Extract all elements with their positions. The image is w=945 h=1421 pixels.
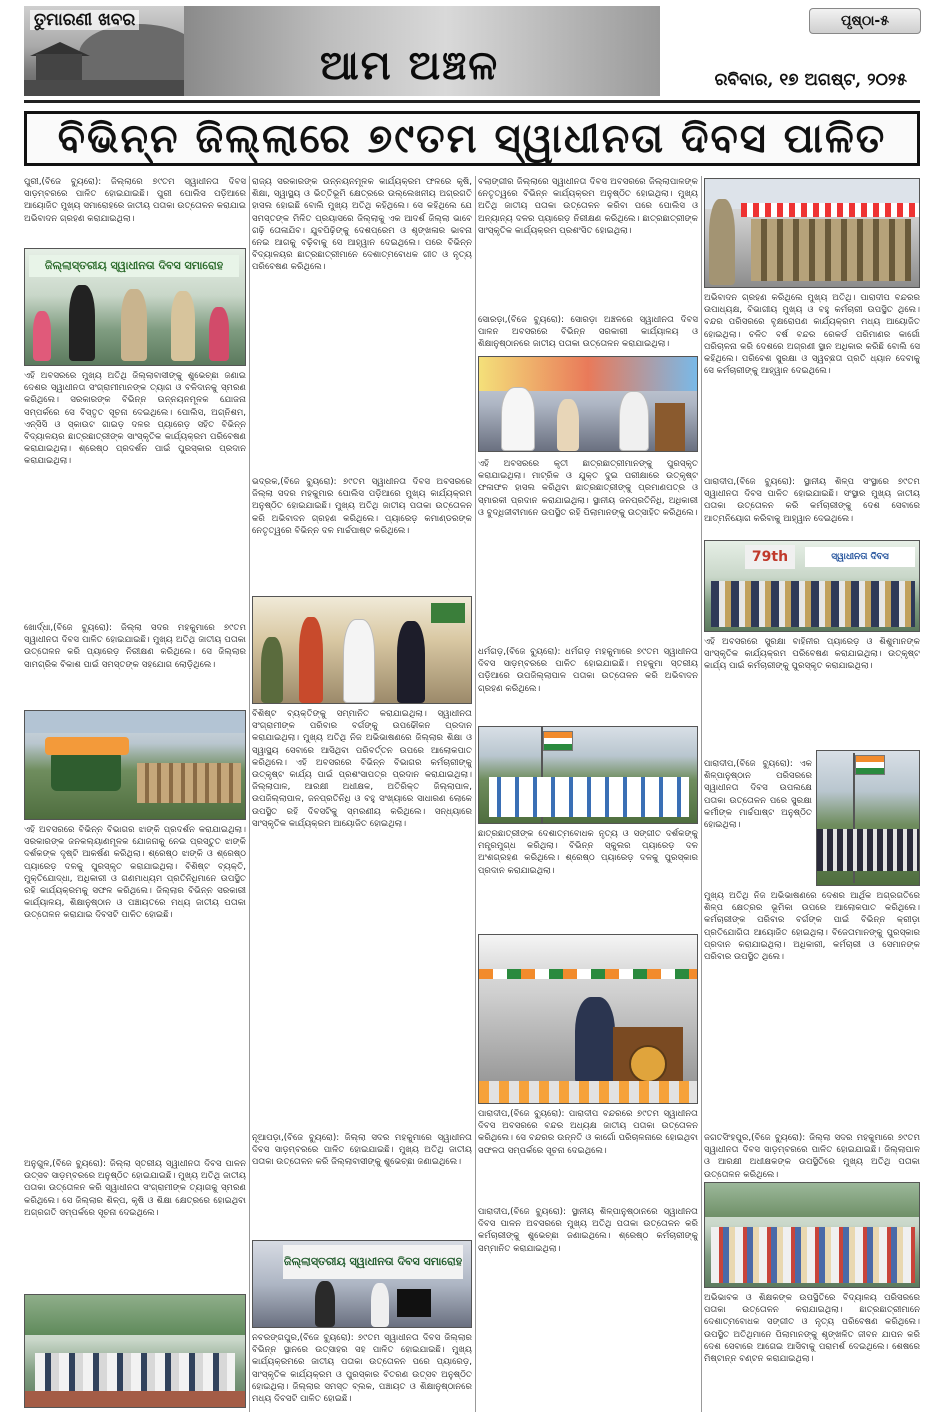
masthead [0, 0, 945, 108]
national-flag-icon [543, 731, 573, 751]
marching-contingent [751, 219, 911, 281]
podium [655, 403, 685, 451]
article-angul: ଅନୁଗୁଳ,(ବିଜେ ବ୍ୟୁରୋ): ଜିଲ୍ଲା ସ୍ତରୀୟ ସ୍ୱାଧୀନତା ଦିବସ ପାଳନ ଉତ୍ସବ ସାଡ଼ମ୍ବରରେ ଅନୁଷ୍ଠିତ ହୋଇଯାଇଛି। ମୁଖ୍ୟ ଅତିଥି ଜାତୀୟ ପତାକା ଉତ୍ତୋଳନ କରି ସ୍ୱାଧୀନତା ସଂଗ୍ରାମୀଙ୍କ ତ୍ୟାଗକୁ ସ୍ମରଣ କରିଥିଲେ। ସେ ଜିଲ୍ଲାର ଶିଳ୍ପ, କୃଷି ଓ ଶିକ୍ଷା କ୍ଷେତ୍ରରେ ହୋଇଥିବା ଅଗ୍ରଗତି ସମ୍ପର୍କରେ ସୂଚନା ଦେଇଥିଲେ। [24, 1159, 246, 1218]
page-number-badge: ପୃଷ୍ଠା-୫ [809, 8, 921, 34]
students-and-teachers [711, 1227, 915, 1283]
column-divider [701, 176, 702, 1412]
article-jagatsinghpur-body: ଅଭିଭାବକ ଓ ଶିକ୍ଷକଙ୍କ ଉପସ୍ଥିତିରେ ବିଦ୍ୟାଳୟ ପରିସରରେ ପତାକା ଉତ୍ତୋଳନ କରାଯାଇଥିଲା। ଛାତ୍ରଛାତ୍ରୀମାନେ ଦେଶାତ୍ମବୋଧକ ସଙ୍ଗୀତ ଓ ନୃତ୍ୟ ପରିବେଷଣ କରିଥିଲେ। ଉପସ୍ଥିତ ଅତିଥିମାନେ ପିଲାମାନଙ୍କୁ ଶୃଙ୍ଖଳିତ ଜୀବନ ଯାପନ କରି ଦେଶ ସେବାରେ ଆଗେଇ ଆସିବାକୁ ପରାମର୍ଶ ଦେଇଥିଲେ। ଶେଷରେ ମିଷ୍ଟାନ୍ନ ବଣ୍ଟନ କରାଯାଇଥିଲା। [704, 1293, 920, 1365]
masthead-divider [24, 100, 920, 103]
photo-banner: ଜିଲ୍ଲାସ୍ତରୀୟ ସ୍ୱାଧୀନତା ଦିବସ ସମାରୋହ [29, 255, 239, 277]
article-paradip-3-body: ମୁଖ୍ୟ ଅତିଥି ନିଜ ଅଭିଭାଷଣରେ ଦେଶର ଆର୍ଥିକ ଅଗ୍ରଗତିରେ ଶିଳ୍ପ କ୍ଷେତ୍ରର ଭୂମିକା ଉପରେ ଆଲୋକପାତ କରିଥିଲେ। କର୍ମଚାରୀଙ୍କ ପରିବାର ବର୍ଗଙ୍କ ପାଇଁ ବିଭିନ୍ନ କ୍ରୀଡ଼ା ପ୍ରତିଯୋଗିତା ଆୟୋଜିତ ହୋଇଥିଲା। ବିଜେତାମାନଙ୍କୁ ପୁରସ୍କାର ପ୍ରଦାନ କରାଯାଇଥିଲା। ଅଧିକାରୀ, କର୍ମଚାରୀ ଓ ସେମାନଙ୍କ ପରିବାର ଉପସ୍ଥିତ ଥିଲେ। [704, 891, 920, 963]
article-paradip-3: ପାରାଦୀପ,(ବିଜେ ବ୍ୟୁରୋ): ଏକ ଶିଳ୍ପାନୁଷ୍ଠାନ ପରିସରରେ ସ୍ୱାଧୀନତା ଦିବସ ଉପଲକ୍ଷେ ପତାକା ଉତ୍ତୋଳନ ପରେ ସୁରକ୍ଷା କର୍ମୀଙ୍କ ମାର୍ଚ୍ଚପାଷ୍ଟ ଅନୁଷ୍ଠିତ ହୋଇଥିଲା। [704, 759, 812, 831]
headline-box [24, 111, 920, 166]
sky [25, 711, 245, 733]
issue-date: ରବିବାର, ୧୭ ଅଗଷ୍ଟ, ୨୦୨୫ [714, 70, 907, 90]
canopy [479, 935, 697, 969]
angul-gathering-photo [24, 1294, 246, 1408]
paradip-march-photo [704, 178, 920, 288]
sorada-award-photo [478, 356, 698, 452]
article-bhadrak-body: ବିଶିଷ୍ଟ ବ୍ୟକ୍ତିଙ୍କୁ ସମ୍ମାନିତ କରାଯାଇଥିଲା। ସ୍ୱାଧୀନତା ସଂଗ୍ରାମୀଙ୍କ ପରିବାର ବର୍ଗଙ୍କୁ ଉପଢୌକନ ପ୍ରଦାନ କରାଯାଇଥିଲା। ମୁଖ୍ୟ ଅତିଥି ନିଜ ଅଭିଭାଷଣରେ ଜିଲ୍ଲାର ଶିକ୍ଷା ଓ ସ୍ୱାସ୍ଥ୍ୟ ସେବାରେ ଆସିଥିବା ପରିବର୍ତ୍ତନ ଉପରେ ଆଲୋକପାତ କରିଥିଲେ। ଏହି ଅବସରରେ ବିଭିନ୍ନ ବିଭାଗର କର୍ମଚାରୀଙ୍କୁ ଉତ୍କୃଷ୍ଟ କାର୍ଯ୍ୟ ପାଇଁ ପ୍ରଶଂସାପତ୍ର ପ୍ରଦାନ କରାଯାଇଥିଲା। ଜିଲ୍ଲାପାଳ, ଆରକ୍ଷୀ ଅଧୀକ୍ଷକ, ଅତିରିକ୍ତ ଜିଲ୍ଲାପାଳ, ଉପଜିଲ୍ଲାପାଳ, ଜନପ୍ରତିନିଧି ଓ ବହୁ ସଂଖ୍ୟାରେ ସାଧାରଣ ଲୋକେ ଉପସ୍ଥିତ ରହି ଦିବସଟିକୁ ସ୍ମରଣୀୟ କରିଥିଲେ। ସନ୍ଧ୍ୟାରେ ସାଂସ୍କୃତିକ କାର୍ଯ୍ୟକ୍ରମ ଆୟୋଜିତ ହୋଇଥିଲା। [252, 709, 472, 829]
parade-contingent [137, 763, 241, 803]
khordha-parade-photo [24, 710, 246, 820]
event-banner: ସ୍ୱାଧୀନତା ଦିବସ [805, 547, 915, 567]
person [315, 1281, 335, 1327]
section-title: ଆମ ଅଞ୍ଚଳ [320, 42, 500, 89]
chief-guest [343, 619, 375, 703]
decorated-jeep [51, 751, 121, 791]
article-puri-intro: ପୁରୀ,(ବିଜେ ବ୍ୟୁରୋ): ଜିଲ୍ଲାରେ ୭୯ତମ ସ୍ୱାଧୀନତା ଦିବସ ସାଡ଼ମ୍ବରରେ ପାଳିତ ହୋଇଯାଇଛି। ପୁରୀ ପୋଲିସ ପଡ଼ିଆରେ ଆୟୋଜିତ ମୁଖ୍ୟ ସମାରୋହରେ ଜାତୀୟ ପତାକା ଉତ୍ତୋଳନ କରାଯାଇ ଅଭିବାଦନ ଗ୍ରହଣ କରାଯାଇଥିଲା। [24, 177, 246, 224]
trees [705, 1183, 919, 1217]
article-jagatsinghpur: ଜଗତସିଂହପୁର,(ବିଜେ ବ୍ୟୁରୋ): ଜିଲ୍ଲା ସଦର ମହକୁମାରେ ୭୯ତମ ସ୍ୱାଧୀନତା ଦିବସ ସାଡ଼ମ୍ବରରେ ପାଳିତ ହୋଇଯାଇଛି। ଜିଲ୍ଲାପାଳ ଓ ଆରକ୍ଷୀ ଅଧୀକ୍ଷକଙ୍କ ଉପସ୍ଥିତିରେ ମୁଖ୍ୟ ଅତିଥି ପତାକା ଉତ୍ତୋଳନ କରିଥିଲେ। [704, 1133, 920, 1180]
anniversary-banner: 79th [745, 545, 795, 569]
puri-ceremony-photo [24, 248, 246, 366]
article-sorada-body: ଏହି ଅବସରରେ କୃତୀ ଛାତ୍ରଛାତ୍ରୀମାନଙ୍କୁ ପୁରସ୍କୃତ କରାଯାଇଥିଲା। ମାଟ୍ରିକ ଓ ଯୁକ୍ତ ଦୁଇ ପରୀକ୍ଷାରେ ଉତ୍କୃଷ୍ଟ ଫଳାଫଳ ହାସଲ କରିଥିବା ଛାତ୍ରଛାତ୍ରୀଙ୍କୁ ପ୍ରମାଣପତ୍ର ଓ ସ୍ମାରକୀ ପ୍ରଦାନ କରାଯାଇଥିଲା। ସ୍ଥାନୀୟ ଜନପ୍ରତିନିଧି, ଅଧିକାରୀ ଓ ବୁଦ୍ଧିଜୀବୀମାନେ ଉପସ୍ଥିତ ରହି ପିଲାମାନଙ୍କୁ ଉତ୍ସାହିତ କରିଥିଲେ। [478, 459, 698, 518]
stage-backdrop: ଜିଲ୍ଲାସ୍ତରୀୟ ସ୍ୱାଧୀନତା ଦିବସ ସମାରୋହ [283, 1245, 463, 1279]
article-dharmagarh-body: ଛାତ୍ରଛାତ୍ରୀଙ୍କ ଦେଶାତ୍ମବୋଧକ ନୃତ୍ୟ ଓ ସଙ୍ଗୀତ ଦର୍ଶକଙ୍କୁ ମନ୍ତ୍ରମୁଗ୍ଧ କରିଥିଲା। ବିଭିନ୍ନ ସ୍କୁଲର ପ୍ୟାରେଡ଼ ଦଳ ଅଂଶଗ୍ରହଣ କରିଥିଲେ। ଶ୍ରେଷ୍ଠ ପ୍ୟାରେଡ଼ ଦଳକୁ ପୁରସ୍କାର ପ୍ରଦାନ କରାଯାଇଥିଲା। [478, 829, 698, 876]
person [171, 291, 195, 361]
flowers [209, 307, 229, 361]
police-officer [261, 637, 283, 703]
security-personnel [817, 829, 919, 871]
student-contingent [489, 777, 689, 817]
officials-group [35, 1353, 235, 1393]
official [619, 391, 649, 451]
article-nuapada: ନୂଆପଡ଼ା,(ବିଜେ ବ୍ୟୁରୋ): ଜିଲ୍ଲା ସଦର ମହକୁମାରେ ସ୍ୱାଧୀନତା ଦିବସ ସାଡ଼ମ୍ବରରେ ପାଳିତ ହୋଇଯାଇଛି। ମୁଖ୍ୟ ଅତିଥି ଜାତୀୟ ପତାକା ଉତ୍ତୋଳନ କରି ଜିଲ୍ଲାବାସୀଙ୍କୁ ଶୁଭେଚ୍ଛା ଜଣାଇଥିଲେ। [252, 1133, 472, 1168]
newspaper-name: ତୁମାରଣୀ ଖବର [30, 10, 139, 30]
article-sorada: ସୋରଡ଼ା,(ବିଜେ ବ୍ୟୁରୋ): ସୋରଡ଼ା ଅଞ୍ଚଳରେ ସ୍ୱାଧୀନତା ଦିବସ ପାଳନ ଅବସରରେ ବିଭିନ୍ନ ସରକାରୀ କାର୍ଯ୍ୟାଳୟ ଓ ଶିକ୍ଷାନୁଷ୍ଠାନରେ ଜାତୀୟ ପତାକା ଉତ୍ତୋଳନ କରାଯାଇଥିଲା। [478, 315, 698, 350]
article-puri-body: ଏହି ଅବସରରେ ମୁଖ୍ୟ ଅତିଥି ଜିଲ୍ଲାବାସୀଙ୍କୁ ଶୁଭେଚ୍ଛା ଜଣାଇ ଦେଶର ସ୍ୱାଧୀନତା ସଂଗ୍ରାମୀମାନଙ୍କ ତ୍ୟାଗ ଓ ବଳିଦାନକୁ ସ୍ମରଣ କରିଥିଲେ। ସରକାରଙ୍କ ବିଭିନ୍ନ ଉନ୍ନୟନମୂଳକ ଯୋଜନା ସମ୍ପର୍କରେ ସେ ବିସ୍ତୃତ ସୂଚନା ଦେଇଥିଲେ। ପୋଲିସ, ଅଗ୍ନିଶମ, ଏନ୍‌ସିସି ଓ ସ୍କାଉଟ ଗାଇଡ଼ ଦଳର ପ୍ୟାରେଡ଼ ସହିତ ବିଭିନ୍ନ ବିଦ୍ୟାଳୟର ଛାତ୍ରଛାତ୍ରୀଙ୍କ ସାଂସ୍କୃତିକ କାର୍ଯ୍ୟକ୍ରମ ପରିବେଷଣ କରାଯାଇଥିଲା। ଶ୍ରେଷ୍ଠ ପ୍ରଦର୍ଶନ ପାଇଁ ପୁରସ୍କାର ପ୍ରଦାନ କରାଯାଇଥିଲା। [24, 371, 246, 467]
official [397, 621, 425, 703]
person [121, 289, 147, 361]
article-khordha: ଖୋର୍ଦ୍ଧା,(ବିଜେ ବ୍ୟୁରୋ): ଜିଲ୍ଲା ସଦର ମହକୁମାରେ ୭୯ତମ ସ୍ୱାଧୀନତା ଦିବସ ପାଳିତ ହୋଇଯାଇଛି। ମୁଖ୍ୟ ଅତିଥି ଜାତୀୟ ପତାକା ଉତ୍ତୋଳନ କରି ପ୍ୟାରେଡ଼ ନିରୀକ୍ଷଣ କରିଥିଲେ। ସେ ଜିଲ୍ଲାର ସାମଗ୍ରିକ ବିକାଶ ପାଇଁ ସମସ୍ତଙ୍କ ସହଯୋଗ ଲୋଡ଼ିଥିଲେ। [24, 623, 246, 670]
person [69, 285, 95, 361]
group-of-officials [711, 581, 915, 627]
page-headline: ବିଭିନ୍ନ ଜିଲ୍ଲାରେ ୭୯ତମ ସ୍ୱାଧୀନତା ଦିବସ ପାଳିତ [57, 115, 887, 162]
student [557, 399, 579, 451]
article-balangir: ବଲାଙ୍ଗୀର ଜିଲ୍ଲାରେ ସ୍ୱାଧୀନତା ଦିବସ ଅବସରରେ ଜିଲ୍ଲାପାଳଙ୍କ ନେତୃତ୍ୱରେ ବିଭିନ୍ନ କାର୍ଯ୍ୟକ୍ରମ ଅନୁଷ୍ଠିତ ହୋଇଥିଲା। ମୁଖ୍ୟ ଅତିଥି ଜାତୀୟ ପତାକା ଉତ୍ତୋଳନ କରିବା ପରେ ପୋଲିସ ଓ ଅନ୍ୟାନ୍ୟ ଦଳର ପ୍ୟାରେଡ଼ ନିରୀକ୍ଷଣ କରିଥିଲେ। ଛାତ୍ରଛାତ୍ରୀଙ୍କ ସାଂସ୍କୃତିକ କାର୍ଯ୍ୟକ୍ରମ ପ୍ରଶଂସିତ ହୋଇଥିଲା। [478, 177, 698, 236]
column-divider [249, 176, 250, 1412]
bhadrak-felicitation-photo [252, 596, 472, 704]
banner-strip [431, 603, 465, 623]
article-paradip-port: ପାରାଦୀପ,(ବିଜେ ବ୍ୟୁରୋ): ପାରାଦୀପ ବନ୍ଦରରେ ୭୯ତମ ସ୍ୱାଧୀନତା ଦିବସ ଅବସରରେ ବନ୍ଦର ଅଧ୍ୟକ୍ଷ ଜାତୀୟ ପତାକା ଉତ୍ତୋଳନ କରିଥିଲେ। ସେ ବନ୍ଦରର ଉନ୍ନତି ଓ କାର୍ଗୋ ପରିଚାଳନାରେ ହୋଇଥିବା ସଫଳତା ସମ୍ପର୍କରେ ସୂଚନା ଦେଇଥିଲେ। [478, 1109, 698, 1156]
article-continued: ରାଜ୍ୟ ସରକାରଙ୍କ ଉନ୍ନୟନମୂଳକ କାର୍ଯ୍ୟକ୍ରମ ଫଳରେ କୃଷି, ଶିକ୍ଷା, ସ୍ୱାସ୍ଥ୍ୟ ଓ ଭିତ୍ତିଭୂମି କ୍ଷେତ୍ରରେ ଉଲ୍ଲେଖନୀୟ ଅଗ୍ରଗତି ହାସଲ ହୋଇଛି ବୋଲି ମୁଖ୍ୟ ଅତିଥି କହିଥିଲେ। ସେ କହିଥିଲେ ଯେ ସମସ୍ତଙ୍କ ମିଳିତ ପ୍ରୟାସରେ ଜିଲ୍ଲାକୁ ଏକ ଆଦର୍ଶ ଜିଲ୍ଲା ଭାବେ ଗଢ଼ି ତୋଳାଯିବ। ଯୁବପିଢ଼ିଙ୍କୁ ଦେଶପ୍ରେମ ଓ ଶୃଙ୍ଖଳାର ଭାବନା ନେଇ ଆଗକୁ ବଢ଼ିବାକୁ ସେ ଆହ୍ୱାନ ଦେଇଥିଲେ। ପରେ ବିଭିନ୍ନ ବିଦ୍ୟାଳୟର ଛାତ୍ରଛାତ୍ରୀମାନେ ଦେଶାତ୍ମବୋଧକ ଗୀତ ଓ ନୃତ୍ୟ ପରିବେଷଣ କରିଥିଲେ। [252, 177, 472, 273]
flower-pots [479, 1081, 697, 1103]
article-nabarangpur: ନବରଙ୍ଗପୁର,(ବିଜେ ବ୍ୟୁରୋ): ୭୯ତମ ସ୍ୱାଧୀନତା ଦିବସ ଜିଲ୍ଲାର ବିଭିନ୍ନ ସ୍ଥାନରେ ଉତ୍ସାହର ସହ ପାଳିତ ହୋଇଯାଇଛି। ମୁଖ୍ୟ କାର୍ଯ୍ୟକ୍ରମରେ ଜାତୀୟ ପତାକା ଉତ୍ତୋଳନ ପରେ ପ୍ୟାରେଡ଼, ସାଂସ୍କୃତିକ କାର୍ଯ୍ୟକ୍ରମ ଓ ପୁରସ୍କାର ବିତରଣ ଉତ୍ସବ ଅନୁଷ୍ଠିତ ହୋଇଥିଲା। ଜିଲ୍ଲାର ସମସ୍ତ ବ୍ଲକ, ପଞ୍ଚାୟତ ଓ ଶିକ୍ଷାନୁଷ୍ଠାନରେ ମଧ୍ୟ ଦିବସଟି ପାଳିତ ହୋଇଛି। [252, 1333, 472, 1405]
article-dharmagarh: ଧର୍ମଗଡ଼,(ବିଜେ ବ୍ୟୁରୋ): ଧର୍ମଗଡ଼ ମହକୁମାରେ ୭୯ତମ ସ୍ୱାଧୀନତା ଦିବସ ସାଡ଼ମ୍ବରରେ ପାଳିତ ହୋଇଯାଇଛି। ମହକୁମା ସ୍ତରୀୟ ପଡ଼ିଆରେ ଉପଜିଲ୍ଲାପାଳ ପତାକା ଉତ୍ତୋଳନ କରି ଅଭିବାଦନ ଗ୍ରହଣ କରିଥିଲେ। [478, 647, 698, 694]
marigold-garland [45, 737, 129, 755]
canopy-strip [741, 203, 920, 217]
dharmagarh-parade-photo [478, 726, 698, 824]
article-khordha-body: ଏହି ଅବସରରେ ବିଭିନ୍ନ ବିଭାଗର ଝାଙ୍କି ପ୍ରଦର୍ଶନ କରାଯାଇଥିଲା। ସରକାରଙ୍କ ଜନକଲ୍ୟାଣମୂଳକ ଯୋଜନାକୁ ନେଇ ପ୍ରସ୍ତୁତ ଝାଙ୍କି ଦର୍ଶକଙ୍କ ଦୃଷ୍ଟି ଆକର୍ଷଣ କରିଥିଲା। ଶ୍ରେଷ୍ଠ ଝାଙ୍କି ଓ ଶ୍ରେଷ୍ଠ ପ୍ୟାରେଡ଼ ଦଳକୁ ପୁରସ୍କୃତ କରାଯାଇଥିଲା। ବିଶିଷ୍ଟ ବ୍ୟକ୍ତି, ମୁକ୍ତିଯୋଦ୍ଧା, ଅଧିକାରୀ ଓ ଗଣମାଧ୍ୟମ ପ୍ରତିନିଧିମାନେ ଉପସ୍ଥିତ ରହି କାର୍ଯ୍ୟକ୍ରମକୁ ସଫଳ କରିଥିଲେ। ଜିଲ୍ଲାର ବିଭିନ୍ନ ସରକାରୀ କାର୍ଯ୍ୟାଳୟ, ଶିକ୍ଷାନୁଷ୍ଠାନ ଓ ପଞ୍ଚାୟତରେ ମଧ୍ୟ ଜାତୀୟ ପତାକା ଉତ୍ତୋଳନ କରାଯାଇ ଦିବସଟି ପାଳିତ ହୋଇଛି। [24, 825, 246, 921]
paradip-speech-photo [478, 934, 698, 1104]
red-carpet [25, 1391, 245, 1407]
article-paradip-port-body: ଅଭିବାଦନ ଗ୍ରହଣ କରିଥିଲେ ମୁଖ୍ୟ ଅତିଥି। ପାରାଦୀପ ବନ୍ଦରର ଉପାଧ୍ୟକ୍ଷ, ବିଭାଗୀୟ ମୁଖ୍ୟ ଓ ବହୁ କର୍ମଚାରୀ ଉପସ୍ଥିତ ଥିଲେ। ବନ୍ଦର ପରିସରରେ ବୃକ୍ଷରୋପଣ କାର୍ଯ୍ୟକ୍ରମ ମଧ୍ୟ ଆୟୋଜିତ ହୋଇଥିଲା। ଚଳିତ ବର୍ଷ ବନ୍ଦର ରେକର୍ଡ ପରିମାଣର କାର୍ଗୋ ପରିଚାଳନା କରି ଦେଶରେ ଅଗ୍ରଣୀ ସ୍ଥାନ ଅଧିକାର କରିଛି ବୋଲି ସେ କହିଥିଲେ। ପରିବେଶ ସୁରକ୍ଷା ଓ ସ୍ୱଚ୍ଛତା ପ୍ରତି ଧ୍ୟାନ ଦେବାକୁ ସେ କର୍ମଚାରୀଙ୍କୁ ଆହ୍ୱାନ ଦେଇଥିଲେ। [704, 293, 920, 377]
paradip-group-photo [704, 540, 920, 632]
speaker-box [397, 1289, 431, 1317]
speaker [575, 997, 615, 1083]
flowers [33, 311, 51, 361]
balloon-decoration [479, 357, 697, 391]
commander [709, 199, 735, 285]
national-flag-icon [855, 755, 885, 775]
emblem-icon [629, 1045, 667, 1083]
tricolour-bunting [479, 969, 697, 979]
article-bhadrak: ଭଦ୍ରକ,(ବିଜେ ବ୍ୟୁରୋ): ୭୯ତମ ସ୍ୱାଧୀନତା ଦିବସ ଅବସରରେ ଜିଲ୍ଲା ସଦର ମହକୁମାର ପୋଲିସ ପଡ଼ିଆରେ ମୁଖ୍ୟ କାର୍ଯ୍ୟକ୍ରମ ଅନୁଷ୍ଠିତ ହୋଇଯାଇଛି। ମୁଖ୍ୟ ଅତିଥି ଜାତୀୟ ପତାକା ଉତ୍ତୋଳନ କରି ଅଭିବାଦନ ଗ୍ରହଣ କରିଥିଲେ। ପ୍ୟାରେଡ଼ କମାଣ୍ଡରଙ୍କ ନେତୃତ୍ୱରେ ବିଭିନ୍ନ ଦଳ ମାର୍ଚ୍ଚପାଷ୍ଟ କରିଥିଲେ। [252, 477, 472, 536]
article-paradip-2-body: ଏହି ଅବସରରେ ସୁରକ୍ଷା ବାହିନୀର ପ୍ୟାରେଡ଼ ଓ ଶିଶୁମାନଙ୍କ ସାଂସ୍କୃତିକ କାର୍ଯ୍ୟକ୍ରମ ପରିବେଷଣ କରାଯାଇଥିଲା। ଉତ୍କୃଷ୍ଟ କାର୍ଯ୍ୟ ପାଇଁ କର୍ମଚାରୀଙ୍କୁ ପୁରସ୍କୃତ କରାଯାଇଥିଲା। [704, 637, 920, 672]
student-girl [299, 617, 323, 703]
trees [25, 1295, 245, 1335]
stage-ceremony-photo [252, 1240, 472, 1328]
article-paradip-industry: ପାରାଦୀପ,(ବିଜେ ବ୍ୟୁରୋ): ସ୍ଥାନୀୟ ଶିଳ୍ପାନୁଷ୍ଠାନରେ ସ୍ୱାଧୀନତା ଦିବସ ପାଳନ ଅବସରରେ ମୁଖ୍ୟ ଅତିଥି ପତାକା ଉତ୍ତୋଳନ କରି କର୍ମଚାରୀଙ୍କୁ ଶୁଭେଚ୍ଛା ଜଣାଇଥିଲେ। ଶ୍ରେଷ୍ଠ କର୍ମଚାରୀଙ୍କୁ ସମ୍ମାନିତ କରାଯାଇଥିଲା। [478, 1207, 698, 1254]
article-paradip-2: ପାରାଦୀପ,(ବିଜେ ବ୍ୟୁରୋ): ସ୍ଥାନୀୟ ଶିଳ୍ପ ସଂସ୍ଥାରେ ୭୯ତମ ସ୍ୱାଧୀନତା ଦିବସ ପାଳିତ ହୋଇଯାଇଛି। ସଂସ୍ଥାର ମୁଖ୍ୟ ଜାତୀୟ ପତାକା ଉତ୍ତୋଳନ କରି କର୍ମଚାରୀଙ୍କୁ ଦେଶ ସେବାରେ ଆତ୍ମନିୟୋଗ କରିବାକୁ ଆହ୍ୱାନ ଦେଇଥିଲେ। [704, 477, 920, 524]
school-gathering-photo [704, 1182, 920, 1288]
column-divider [475, 176, 476, 1412]
person [371, 1283, 389, 1327]
flag-hoisting-photo [816, 750, 920, 886]
chief-guest [501, 387, 535, 451]
